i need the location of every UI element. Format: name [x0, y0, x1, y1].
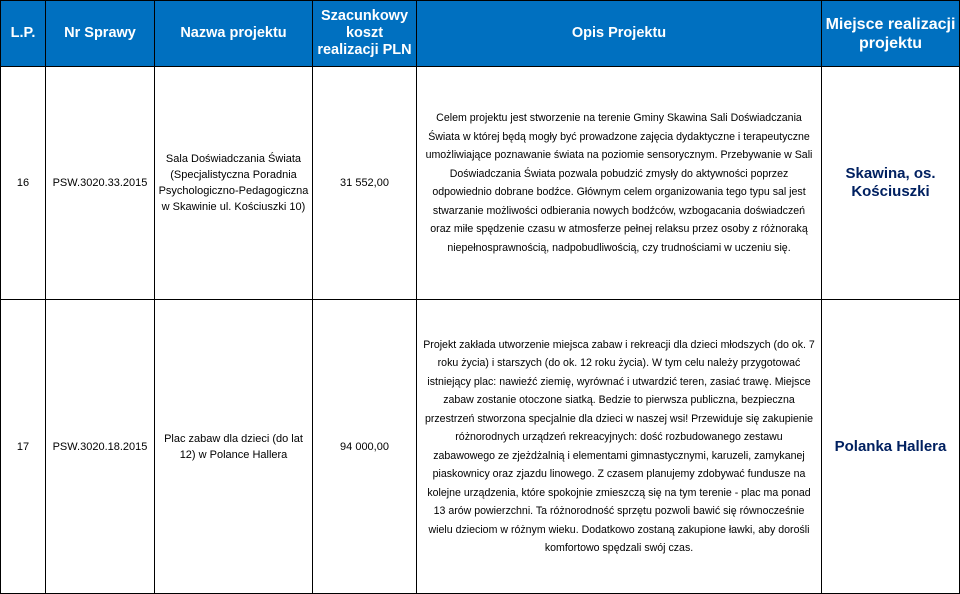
cell-nr-sprawy: PSW.3020.18.2015 — [46, 300, 155, 594]
header-lp: L.P. — [1, 1, 46, 67]
cell-miejsce: Polanka Hallera — [822, 300, 960, 594]
cell-koszt: 31 552,00 — [313, 67, 417, 300]
table-header — [1, 1, 960, 67]
cell-koszt: 94 000,00 — [313, 300, 417, 594]
cell-nazwa-projektu: Sala Doświadczania Świata (Specjalistyczna Poradnia Psychologiczno-Pedagogiczna w Skawinie ul. Kościuszki 10) — [155, 67, 313, 300]
cell-miejsce: Skawina, os. Kościuszki — [822, 67, 960, 300]
cell-opis: Projekt zakłada utworzenie miejsca zabaw i rekreacji dla dzieci młodszych (do ok. 7 roku życia) i starszych (do ok. 12 roku życia). W tym celu należy przygotować istniejący plac: nawieźć ziemię, wyrównać i utwardzić teren, zasiać trawę. Miejsce zabaw zostanie otoczone siatką. Bedzie to pierwsza publiczna, bezpieczna przestrzeń stworzona specjalnie dla dzieci w naszej wsi! Przewiduje się zakupienie różnorodnych urządzeń rekreacyjnych: dość rozbudowanego zestawu zabawowego ze zjeżdżalnią i elementami gimnastycznymi, karuzeli, zamykanej piaskownicy oraz zjazdu linowego. Z czasem planujemy zdobywać fundusze na kolejne urządzenia, które spokojnie zmieszczą się na tym terenie - plac ma ponad 13 arów powierzchni. Ta różnorodność sprzętu pozwoli bawić się równocześnie wielu dzieciom w różnym wieku. Dodatkowo zostaną zakupione ławki, aby dorośli komfortowo spędzali swój czas. — [417, 300, 822, 594]
cell-opis: Celem projektu jest stworzenie na terenie Gminy Skawina Sali Doświadczania Świata w której będą mogły być prowadzone zajęcia dydaktyczne i terapeutyczne umożliwiające poznawanie świata na poziomie sensorycznym. Przebywanie w Sali Doświadczania Świata pozwala pobudzić zmysły do aktywności poprzez odpowiednio dobrane bodźce. Głównym celem organizowania tego typu sal jest stwarzanie możliwości odbierania nowych bodźców, wzbogacania doświadczeń oraz miłe spędzenie czasu w atmosferze pełnej relaksu przez osoby z różnoraką niepełnosprawnością, nadpobudliwością, czy trudnościami w uczeniu się. — [417, 67, 822, 300]
table-row — [1, 300, 960, 594]
header-miejsce: Miejsce realizacji projektu — [822, 1, 960, 67]
cell-nazwa-projektu: Plac zabaw dla dzieci (do lat 12) w Polance Hallera — [155, 300, 313, 594]
table-body — [1, 67, 960, 594]
cell-lp: 17 — [1, 300, 46, 594]
header-koszt: Szacunkowy koszt realizacji PLN — [313, 1, 417, 67]
header-nazwa-projektu: Nazwa projektu — [155, 1, 313, 67]
header-nr-sprawy: Nr Sprawy — [46, 1, 155, 67]
cell-lp: 16 — [1, 67, 46, 300]
header-row — [1, 1, 960, 67]
cell-nr-sprawy: PSW.3020.33.2015 — [46, 67, 155, 300]
header-opis: Opis Projektu — [417, 1, 822, 67]
table-row — [1, 67, 960, 300]
